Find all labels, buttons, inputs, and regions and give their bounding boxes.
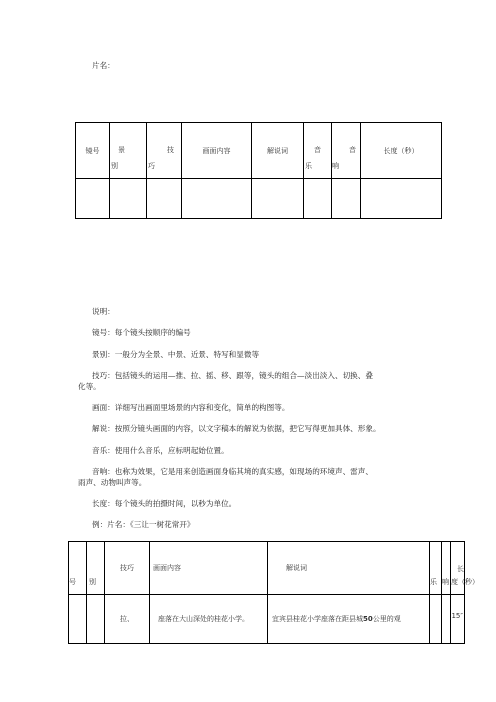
cell-empty: [76, 179, 110, 219]
header2-sound: [442, 542, 451, 595]
header2-length: [451, 542, 479, 595]
cell-tech: 拉、: [105, 595, 150, 644]
header2-length-bottom: 度（秒）: [451, 578, 479, 586]
note-scene: 景别：一般分为全景、中景、近景、特写和显微等: [92, 350, 260, 359]
header2-music-text: 乐: [430, 578, 437, 586]
cell-empty: [252, 179, 304, 219]
note-sound-line1: 音响：也称为效果，它是用来创造画面身临其境的真实感，如现场的环境声、雷声、: [92, 467, 373, 476]
header-music-bottom: 乐: [305, 162, 312, 170]
cell-length: [451, 595, 465, 644]
cell-empty: [147, 179, 182, 219]
header-picture: 画面内容: [182, 123, 252, 179]
header-tech: [147, 123, 182, 179]
header2-tech: 技巧: [105, 542, 150, 595]
cell-narration: [268, 595, 430, 644]
table1-empty-row: [76, 179, 442, 219]
note-sound-line2: 雨声、动物叫声等。: [78, 478, 147, 487]
header2-scene-text: 别: [89, 578, 96, 586]
table1-header-row: [76, 123, 442, 179]
cell-empty: [182, 179, 252, 219]
cell-empty: [110, 179, 147, 219]
cell-narration-text: 宜宾县桂花小学座落在距县城: [272, 615, 363, 623]
header2-length-top: 长: [457, 565, 464, 573]
header2-narration: 解说词: [268, 542, 430, 595]
film-name-label: 片名：: [92, 61, 115, 70]
header2-sound-text: 响: [442, 578, 449, 586]
example-title: 例：片名：《三让一树花常开》: [92, 520, 195, 529]
header2-shot-no-text: 号: [69, 578, 76, 586]
header2-scene: [87, 542, 105, 595]
cell-music: [430, 595, 442, 644]
header-sound: [332, 123, 361, 179]
table2-row-1: [69, 595, 465, 644]
header-scene: [110, 123, 147, 179]
cell-empty: [332, 179, 361, 219]
header-sound-top: 音: [349, 146, 356, 154]
note-tech-line1: 技巧：包括镜头的运用—推、拉、摇、移、跟等，镜头的组合—淡出淡入、切换、叠: [92, 371, 373, 380]
note-tech-line2: 化等。: [78, 382, 101, 391]
cell-empty: [361, 179, 442, 219]
header2-picture: 画面内容: [150, 542, 268, 595]
cell-empty: [304, 179, 332, 219]
notes-title: 说明：: [92, 307, 115, 316]
cell-shot-no: [69, 595, 87, 644]
header-shot-no: 镜号: [76, 123, 110, 179]
header-tech-bottom: 巧: [148, 162, 155, 170]
cell-narration-number: 50: [363, 615, 373, 623]
header-length: 长度（秒）: [361, 123, 442, 179]
note-music: 音乐：使用什么音乐，应标明起始位置。: [92, 446, 229, 455]
note-length: 长度：每个镜头的拍摄时间，以秒为单位。: [92, 499, 237, 508]
header-tech-top: 技: [167, 146, 174, 154]
cell-length-text: 15″: [451, 612, 463, 620]
note-picture: 画面：详细写出画面里场景的内容和变化，简单的构图等。: [92, 403, 290, 412]
header-scene-top: 景: [118, 146, 125, 154]
note-shot-no: 镜号：每个镜头按顺序的编号: [92, 328, 191, 337]
header-music: [304, 123, 332, 179]
cell-narration-tail: 公里的观: [372, 615, 401, 623]
storyboard-template-table: [75, 122, 442, 219]
table2-header-row: [69, 542, 465, 595]
header-narration: 解说词: [252, 123, 304, 179]
header-scene-bottom: 别: [111, 162, 118, 170]
header2-shot-no: [69, 542, 87, 595]
header2-music: [430, 542, 442, 595]
cell-picture: 座落在大山深处的桂花小学。: [150, 595, 268, 644]
note-narration: 解说：按照分镜头画面的内容，以文字稿本的解说为依据，把它写得更加具体、形象。: [92, 424, 381, 433]
cell-sound: [442, 595, 451, 644]
cell-scene: [87, 595, 105, 644]
storyboard-example-table: [68, 541, 479, 644]
header-music-top: 音: [314, 146, 321, 154]
header-sound-bottom: 响: [332, 162, 339, 170]
